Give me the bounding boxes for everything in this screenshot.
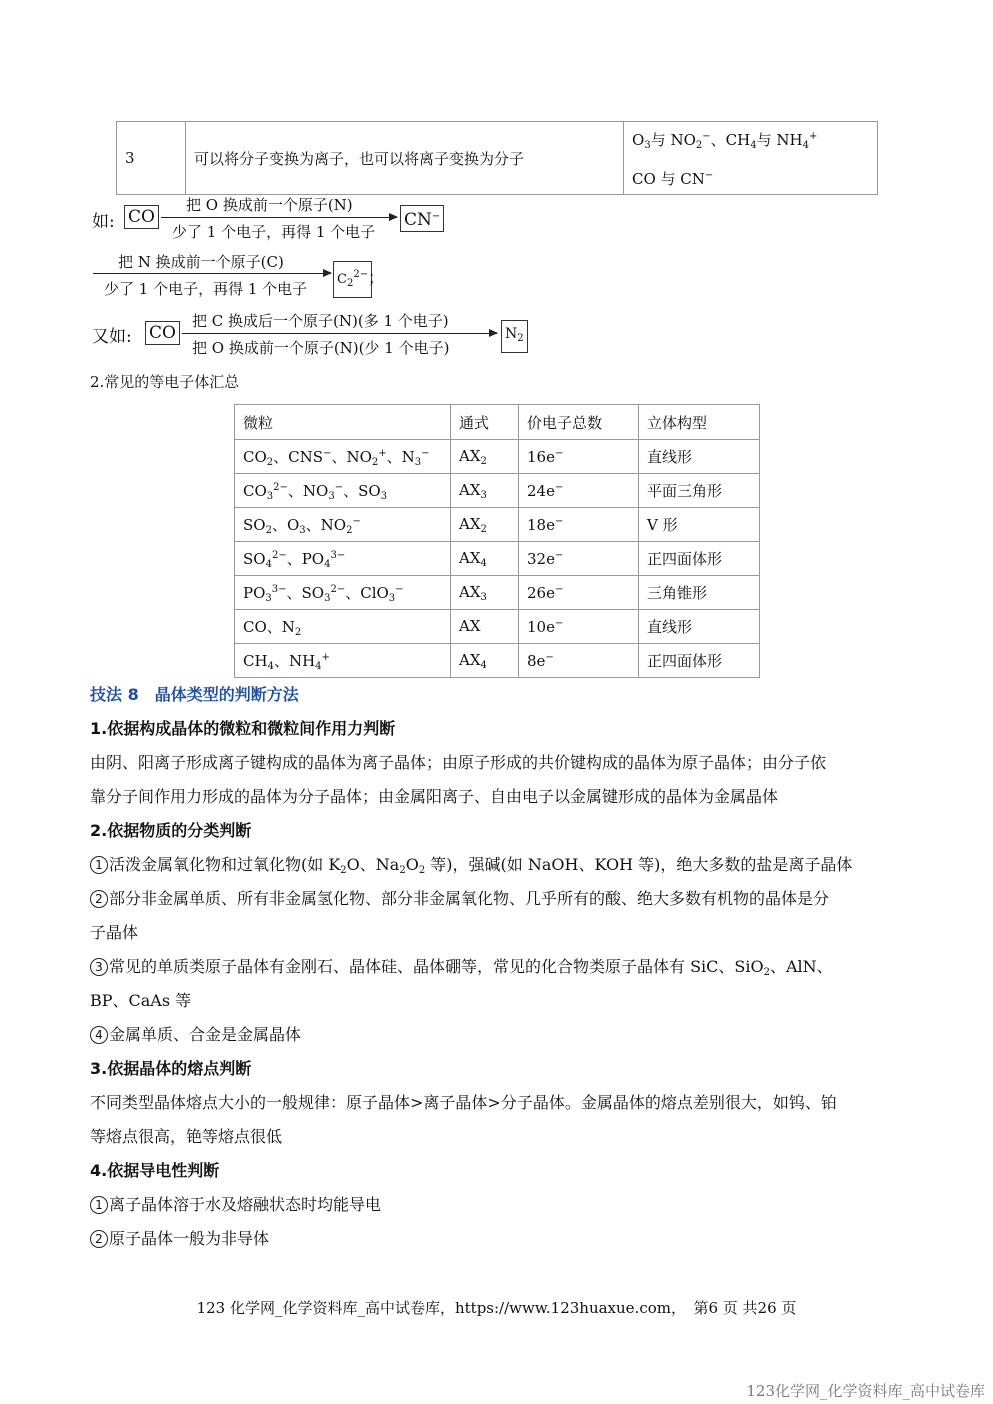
shape: 正四面体形 [639, 644, 760, 678]
list-item-1: 1 活泼金属氧化物和过氧化物(如 $K_2O$、$Na_2O_2$ 等)，强碱(如 NaOH、KOH 等)，绝大多数的盐是离子晶体 [90, 848, 852, 888]
circled-number: 4 [90, 1026, 108, 1044]
semicolon: ； [368, 268, 385, 287]
particles: $CO_2$、CNS−、$NO_2^+$、$N_3^-$ [235, 440, 451, 474]
circled-number: 3 [90, 958, 108, 976]
electrons: 10e− [519, 610, 639, 644]
formula: $AX_4$ [451, 542, 519, 576]
rule-description: 可以将分子变换为离子，也可以将离子变换为分子 [186, 122, 624, 195]
header-shape: 立体构型 [639, 405, 760, 440]
list-item-5: 1 离子晶体溶于水及熔融状态时均能导电 [90, 1188, 381, 1222]
formula: $AX_3$ [451, 474, 519, 508]
header-electrons: 价电子总数 [519, 405, 639, 440]
c2-box: $C_2^{2-}$ [333, 261, 372, 298]
shape: 直线形 [639, 440, 760, 474]
cn-box: CN− [400, 205, 444, 232]
rule-number: 3 [117, 122, 186, 195]
list-item-4: 4 金属单质、合金是金属晶体 [90, 1018, 301, 1052]
heading-4: 4.依据导电性判断 [90, 1161, 220, 1180]
circled-number: 2 [90, 1230, 108, 1248]
list-item-3-line-1: 3 常见的单质类原子晶体有金刚石、晶体硅、晶体硼等，常见的化合物类原子晶体有 SiC、SiO$_2$、AlN、 [90, 950, 833, 990]
shape: 直线形 [639, 610, 760, 644]
list-item-3-line-2: BP、CaAs 等 [90, 991, 192, 1010]
heading-2: 2.依据物质的分类判断 [90, 821, 252, 840]
section-2-title: 2.常见的等电子体汇总 [90, 373, 240, 391]
paragraph-3-line-1: 不同类型晶体熔点大小的一般规律：原子晶体>离子晶体>分子晶体。金属晶体的熔点差别很大，如钨、铂 [90, 1093, 837, 1112]
arrow-2-bottom: 少了 1 个电子，再得 1 个电子 [104, 280, 308, 298]
arrow-2 [93, 273, 331, 274]
electrons: 16e− [519, 440, 639, 474]
particles: CO、$N_2$ [235, 610, 451, 644]
circled-number: 1 [90, 1196, 108, 1214]
circled-number: 1 [90, 856, 108, 874]
table-row [235, 576, 760, 610]
arrow-1-bottom: 少了 1 个电子，再得 1 个电子 [172, 223, 376, 241]
isoelectronic-rule-table [116, 121, 878, 195]
list-item-2-line-2: 子晶体 [90, 923, 139, 942]
co-box-2: CO [145, 321, 180, 345]
particles: $SO_2$、$O_3$、$NO_2^-$ [235, 508, 451, 542]
arrow-2-top: 把 N 换成前一个原子(C) [118, 253, 284, 271]
circled-number: 2 [90, 890, 108, 908]
particles: $SO_4^{2-}$、$PO_4^{3-}$ [235, 542, 451, 576]
particles: $CO_3^{2-}$、$NO_3^-$、$SO_3$ [235, 474, 451, 508]
shape: 平面三角形 [639, 474, 760, 508]
arrow-1 [161, 217, 397, 218]
shape: V 形 [639, 508, 760, 542]
table-row [235, 542, 760, 576]
isoelectronic-summary-table [234, 404, 760, 678]
table-row [235, 508, 760, 542]
rule-examples: $O_3$与 $NO_2^-$、$CH_4$与 $NH_4^+$ CO 与 CN− [624, 122, 878, 195]
shape: 正四面体形 [639, 542, 760, 576]
header-formula: 通式 [451, 405, 519, 440]
shape: 三角锥形 [639, 576, 760, 610]
electrons: 32e− [519, 542, 639, 576]
table-row [235, 474, 760, 508]
technique-8-title: 技法 8 晶体类型的判断方法 [90, 685, 299, 704]
electrons: 18e− [519, 508, 639, 542]
watermark: 123化学网_化学资料库_高中试卷库 [746, 1382, 985, 1400]
formula: $AX_2$ [451, 508, 519, 542]
arrow-3-top: 把 C 换成后一个原子(N)(多 1 个电子) [192, 312, 449, 330]
co-box: CO [124, 205, 159, 229]
page-footer: 123 化学网_化学资料库_高中试卷库，https://www.123huaxue.com， 第6 页 共26 页 [196, 1299, 797, 1317]
n2-box: $N_2$ [501, 320, 528, 353]
table-row [235, 644, 760, 678]
table-row [235, 610, 760, 644]
formula: $AX_4$ [451, 644, 519, 678]
list-item-6: 2 原子晶体一般为非导体 [90, 1222, 269, 1256]
arrow-3-bottom: 把 O 换成前一个原子(N)(少 1 个电子) [192, 339, 450, 357]
electrons: 8e− [519, 644, 639, 678]
heading-3: 3.依据晶体的熔点判断 [90, 1059, 252, 1078]
particles: $CH_4$、$NH_4^+$ [235, 644, 451, 678]
paragraph-1-line-2: 靠分子间作用力形成的晶体为分子晶体；由金属阳离子、自由电子以金属键形成的晶体为金属晶体 [90, 787, 779, 806]
formula: AX [451, 610, 519, 644]
arrow-1-top: 把 O 换成前一个原子(N) [186, 196, 353, 214]
heading-1: 1.依据构成晶体的微粒和微粒间作用力判断 [90, 719, 396, 738]
example-label-2: 又如: [92, 327, 132, 347]
header-particle: 微粒 [235, 405, 451, 440]
electrons: 26e− [519, 576, 639, 610]
formula: $AX_2$ [451, 440, 519, 474]
particles: $PO_3^{3-}$、$SO_3^{2-}$、ClO$_3$− [235, 576, 451, 610]
list-item-2-line-1: 2 部分非金属单质、所有非金属氢化物、部分非金属氧化物、几乎所有的酸、绝大多数有机物的晶体是分 [90, 882, 829, 916]
table-row [235, 440, 760, 474]
formula: $AX_3$ [451, 576, 519, 610]
paragraph-3-line-2: 等熔点很高，铯等熔点很低 [90, 1127, 283, 1146]
arrow-3 [182, 333, 497, 334]
paragraph-1-line-1: 由阴、阳离子形成离子键构成的晶体为离子晶体；由原子形成的共价键构成的晶体为原子晶体；由分子依 [90, 753, 827, 772]
example-label: 如: [92, 212, 115, 232]
electrons: 24e− [519, 474, 639, 508]
